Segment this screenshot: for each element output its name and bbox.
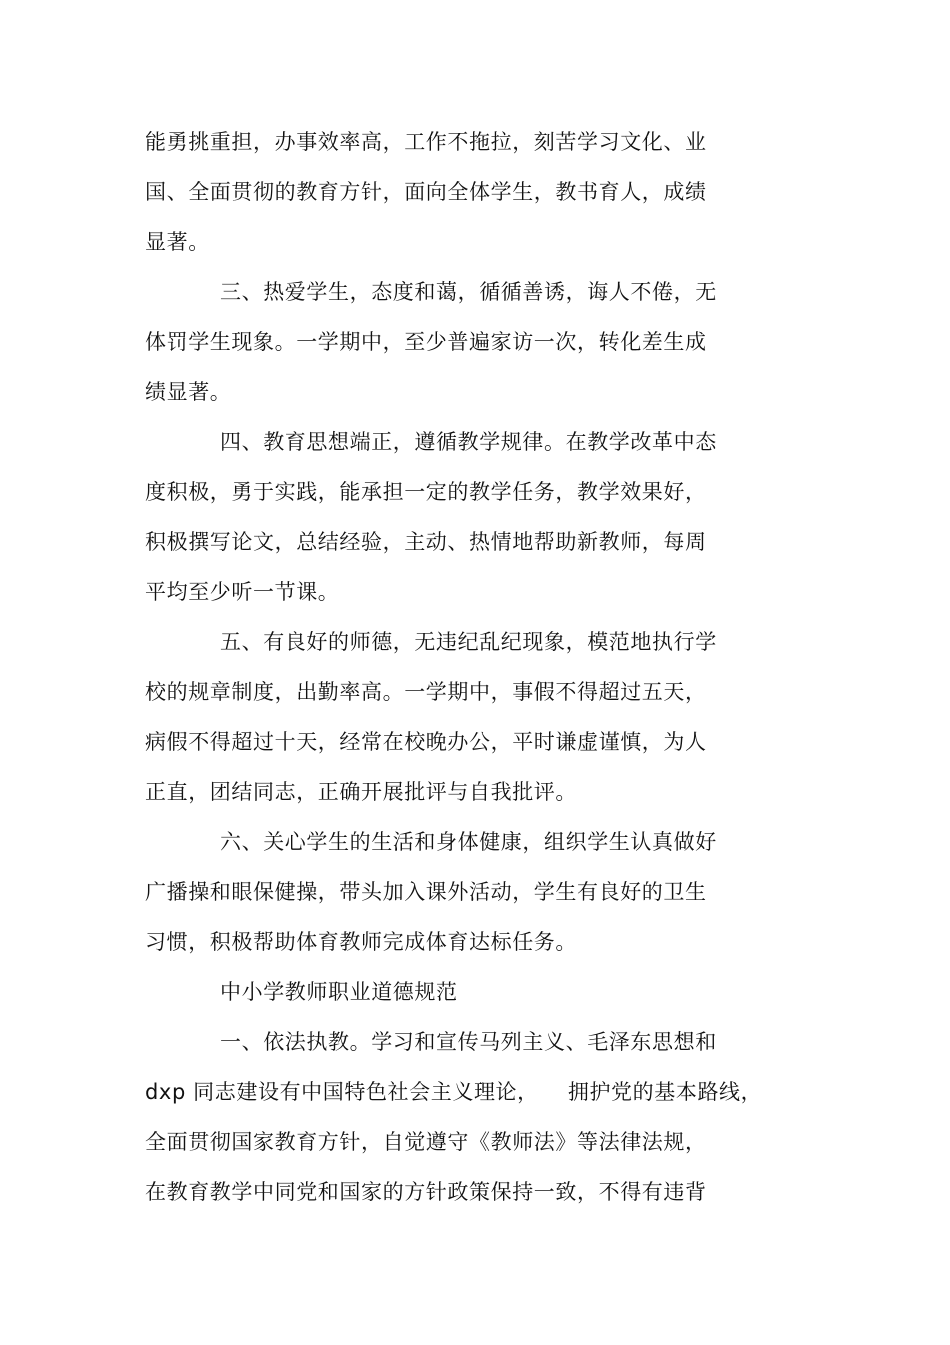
paragraph-five-first-line: 五、有良好的师德，无违纪乱纪现象，模范地执行学 [220, 630, 717, 654]
text-line-3: 显著。 [145, 230, 210, 254]
text-line-5: 体罚学生现象。一学期中，至少普遍家访一次，转化差生成 [145, 330, 707, 354]
text-line-1: 能勇挑重担，办事效率高，工作不拖拉，刻苦学习文化、业 [145, 130, 707, 154]
text-line-22: 在教育教学中同党和国家的方针政策保持一致，不得有违背 [145, 1180, 707, 1204]
section-heading: 中小学教师职业道德规范 [220, 980, 458, 1004]
text-line-8: 度积极，勇于实践，能承担一定的教学任务，教学效果好， [145, 480, 707, 504]
text-line-6: 绩显著。 [145, 380, 232, 404]
paragraph-six-first-line: 六、关心学生的生活和身体健康，组织学生认真做好 [220, 830, 717, 854]
text-line-2: 国、全面贯彻的教育方针，面向全体学生，教书育人，成绩 [145, 180, 707, 204]
paragraph-three-first-line: 三、热爱学生，态度和蔼，循循善诱，诲人不倦，无 [220, 280, 717, 304]
text-line-12: 校的规章制度，出勤率高。一学期中，事假不得超过五天， [145, 680, 707, 704]
paragraph-four-first-line: 四、教育思想端正，遵循教学规律。在教学改革中态 [220, 430, 717, 454]
text-line-10: 平均至少听一节课。 [145, 580, 340, 604]
text-line-16: 广播操和眼保健操，带头加入课外活动，学生有良好的卫生 [145, 880, 707, 904]
text-line-9: 积极撰写论文，总结经验，主动、热情地帮助新教师，每周 [145, 530, 707, 554]
text-line-20: dxp 同志建设有中国特色社会主义理论， 拥护党的基本路线， [145, 1080, 763, 1104]
text-line-17: 习惯，积极帮助体育教师完成体育达标任务。 [145, 930, 577, 954]
paragraph-one-first-line: 一、依法执教。学习和宣传马列主义、毛泽东思想和 [220, 1030, 717, 1054]
text-line-21: 全面贯彻国家教育方针，自觉遵守《教师法》等法律法规， [145, 1130, 707, 1154]
text-line-13: 病假不得超过十天，经常在校晚办公，平时谦虚谨慎，为人 [145, 730, 707, 754]
text-line-14: 正直，团结同志，正确开展批评与自我批评。 [145, 780, 577, 804]
